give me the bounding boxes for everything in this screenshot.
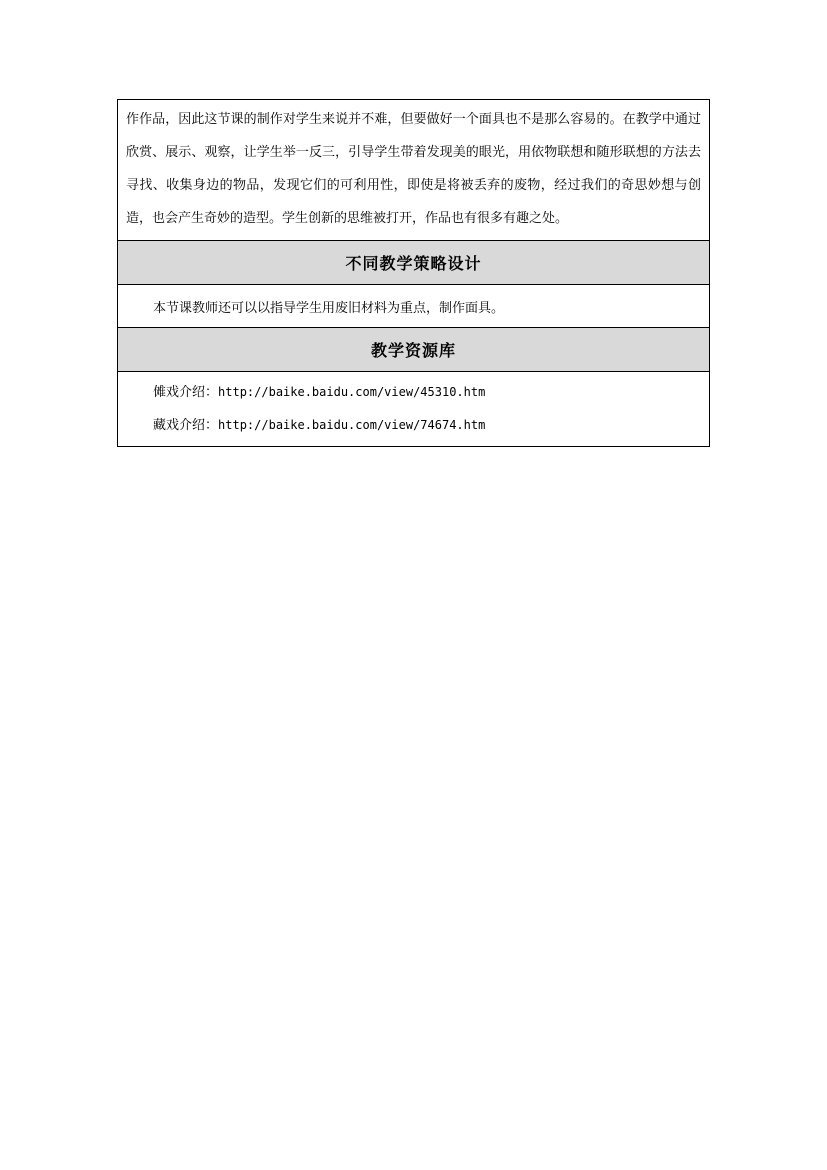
strategy-header [118, 241, 709, 285]
strategy-heading: 不同教学策略设计 [345, 254, 482, 273]
strategy-cell [118, 285, 709, 328]
resources-cell [118, 372, 709, 446]
resource-item-nuoxi [153, 376, 709, 409]
intro-cell [118, 100, 709, 241]
resources-header [118, 328, 709, 372]
resources-heading: 教学资源库 [370, 341, 456, 360]
strategy-text: 本节课教师还可以以指导学生用废旧材料为重点，制作面具。 [153, 300, 505, 316]
resource-link[interactable]: http://baike.baidu.com/view/74674.htm [218, 418, 486, 432]
resource-label: 藏戏介绍： [153, 418, 219, 433]
resource-item-zangxi [153, 409, 709, 442]
resource-label: 傩戏介绍： [153, 385, 219, 400]
lesson-table [117, 99, 710, 447]
intro-paragraph: 作作品，因此这节课的制作对学生来说并不难，但要做好一个面具也不是那么容易的。在教学中通过欣赏、展示、观察，让学生举一反三，引导学生带着发现美的眼光，用依物联想和随形联想的方法去寻找、收集身边的物品，发现它们的可利用性，即使是将被丢弃的废物，经过我们的奇思妙想与创造，也会产生奇妙的造型。学生创新的思维被打开，作品也有很多有趣之处。 [126, 112, 701, 226]
resource-link[interactable]: http://baike.baidu.com/view/45310.htm [218, 385, 486, 399]
